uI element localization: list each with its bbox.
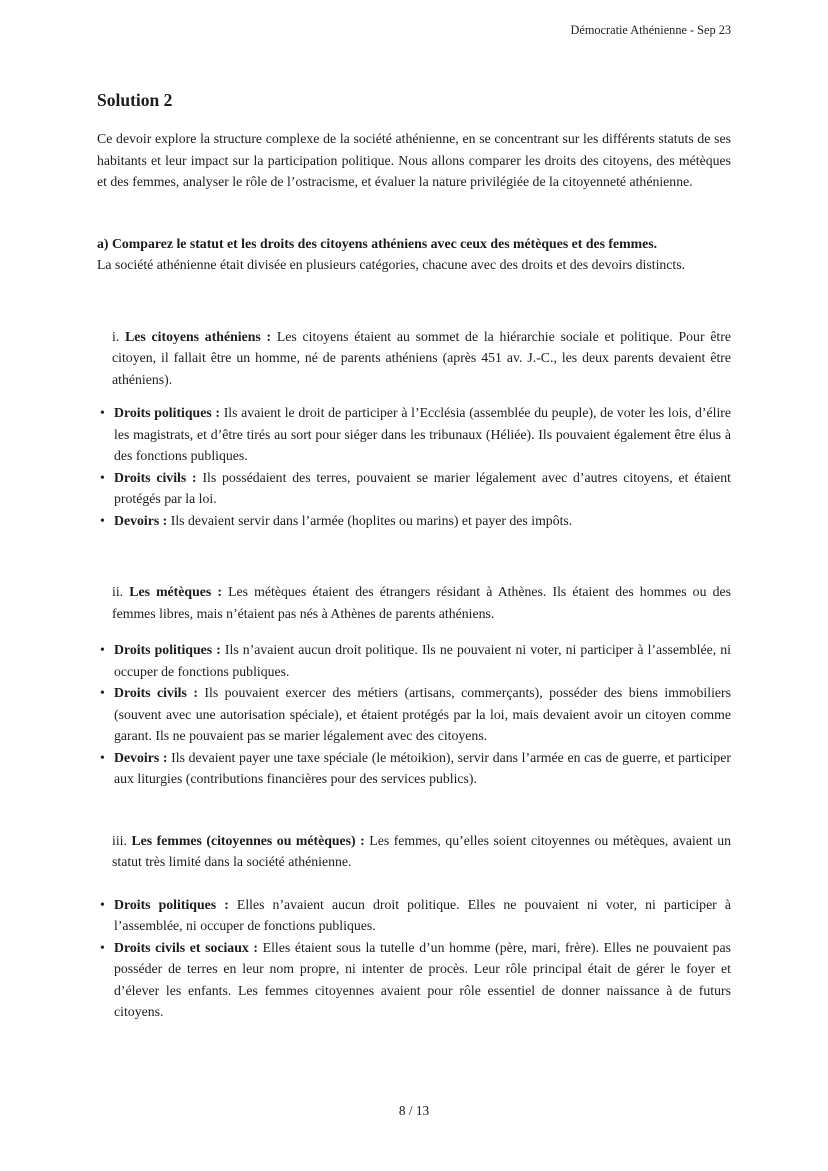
list-item	[97, 747, 731, 790]
bullet-list-citoyens	[97, 402, 731, 531]
solution-title: Solution 2	[97, 90, 173, 110]
list-item-femmes	[112, 830, 731, 873]
bullet-label: Devoirs :	[114, 749, 168, 765]
bullet-icon: •	[100, 896, 105, 912]
bullet-label: Droits civils :	[114, 685, 198, 700]
list-item	[97, 402, 731, 467]
item-text: Les femmes, qu’elles soient citoyennes ou métèques, avaient un statut très limité dans la société athénienne.	[112, 832, 731, 869]
bullet-text: Elles n’avaient aucun droit politique. Elles ne pouvaient ni voter, ni participer à l’assemblée, ni occuper de fonctions publiques.	[114, 896, 731, 933]
list-item	[97, 639, 731, 682]
bullet-text: Ils n’avaient aucun droit politique. Ils ne pouvaient ni voter, ni participer à l’assemblée, ni occuper de fonctions publiques.	[114, 642, 731, 679]
page-content	[97, 88, 731, 1023]
bullet-text: Ils pouvaient exercer des métiers (artisans, commerçants), posséder des biens immobiliers (souvent avec une autorisation spéciale), et étaient protégés par la loi, mais devaient avoir un citoyen comme garant. Ils ne pouvaient pas se marier légalement avec des citoyens.	[114, 685, 731, 743]
bullet-list-meteques	[97, 639, 731, 790]
bullet-text: Elles étaient sous la tutelle d’un homme (père, mari, frère). Elles ne pouvaient pas posséder de terres en leur nom propre, ni intenter de procès. Leur rôle principal était de gérer le foyer et d’élever les enfants. Les femmes citoyennes avaient pour rôle essentiel de donner naissance à de futurs citoyens.	[114, 939, 731, 1019]
roman-numeral: i.	[112, 328, 120, 344]
list-item	[97, 682, 731, 747]
header-running-title: Démocratie Athénienne - Sep 23	[570, 23, 731, 37]
intro-paragraph: Ce devoir explore la structure complexe de la société athénienne, en se concentrant sur les différents statuts de ses habitants et leur impact sur la participation politique. Nous allons comparer les droits des citoyens, des métèques et des femmes, analyser le rôle de l’ostracisme, et évaluer la nature privilégiée de la citoyenneté athénienne.	[97, 131, 731, 189]
bullet-label: Droits civils :	[114, 469, 197, 485]
list-item	[97, 894, 731, 937]
bullet-icon: •	[100, 749, 105, 765]
section-a-intro: La société athénienne était divisée en plusieurs catégories, chacune avec des droits et des devoirs distincts.	[97, 257, 686, 272]
bullet-icon: •	[100, 939, 105, 955]
item-label: Les femmes (citoyennes ou métèques) :	[131, 832, 365, 848]
bullet-list-femmes	[97, 894, 731, 1023]
bullet-icon: •	[100, 512, 105, 528]
bullet-label: Droits politiques :	[114, 642, 221, 657]
roman-numeral: ii.	[112, 584, 124, 599]
page-number: 8 / 13	[398, 1102, 430, 1118]
item-label: Les métèques :	[129, 584, 222, 599]
bullet-icon: •	[100, 642, 105, 657]
bullet-label: Droits civils et sociaux :	[114, 939, 258, 955]
list-item	[97, 937, 731, 1023]
section-a-heading: a) Comparez le statut et les droits des citoyens athéniens avec ceux des métèques et des femmes.	[97, 235, 658, 251]
list-item-citoyens	[112, 326, 731, 391]
bullet-text: Ils devaient servir dans l’armée (hoplites ou marins) et payer des impôts.	[170, 512, 573, 528]
item-text: Les citoyens étaient au sommet de la hiérarchie sociale et politique. Pour être citoyen, il fallait être un homme, né de parents athéniens (après 451 av. J.-C., les deux parents devaient être athéniens).	[112, 328, 731, 387]
bullet-icon: •	[100, 685, 105, 700]
bullet-text: Ils possédaient des terres, pouvaient se marier légalement avec d’autres citoyens, et étaient protégés par la loi.	[114, 469, 731, 506]
bullet-label: Devoirs :	[114, 512, 168, 528]
item-label: Les citoyens athéniens :	[125, 328, 272, 344]
list-item-meteques	[112, 581, 731, 624]
bullet-icon: •	[100, 469, 105, 485]
bullet-text: Ils devaient payer une taxe spéciale (le métoikion), servir dans l’armée en cas de guerre, et participer aux liturgies (contributions financières pour des services publics).	[114, 749, 731, 786]
page-header	[571, 20, 732, 42]
bullet-icon: •	[100, 405, 105, 420]
item-text: Les métèques étaient des étrangers résidant à Athènes. Ils étaient des hommes ou des femmes libres, mais n’étaient pas nés à Athènes de parents athéniens.	[112, 584, 731, 621]
bullet-label: Droits politiques :	[114, 405, 221, 420]
list-item	[97, 510, 731, 532]
bullet-text: Ils avaient le droit de participer à l’Ecclésia (assemblée du peuple), de voter les lois, d’élire les magistrats, et d’être tirés au sort pour siéger dans les tribunaux (Héliée). Ils pouvaient également être élus à des fonctions publiques.	[114, 405, 731, 463]
list-item	[97, 467, 731, 510]
bullet-label: Droits politiques :	[114, 896, 229, 912]
roman-numeral: iii.	[112, 832, 127, 848]
